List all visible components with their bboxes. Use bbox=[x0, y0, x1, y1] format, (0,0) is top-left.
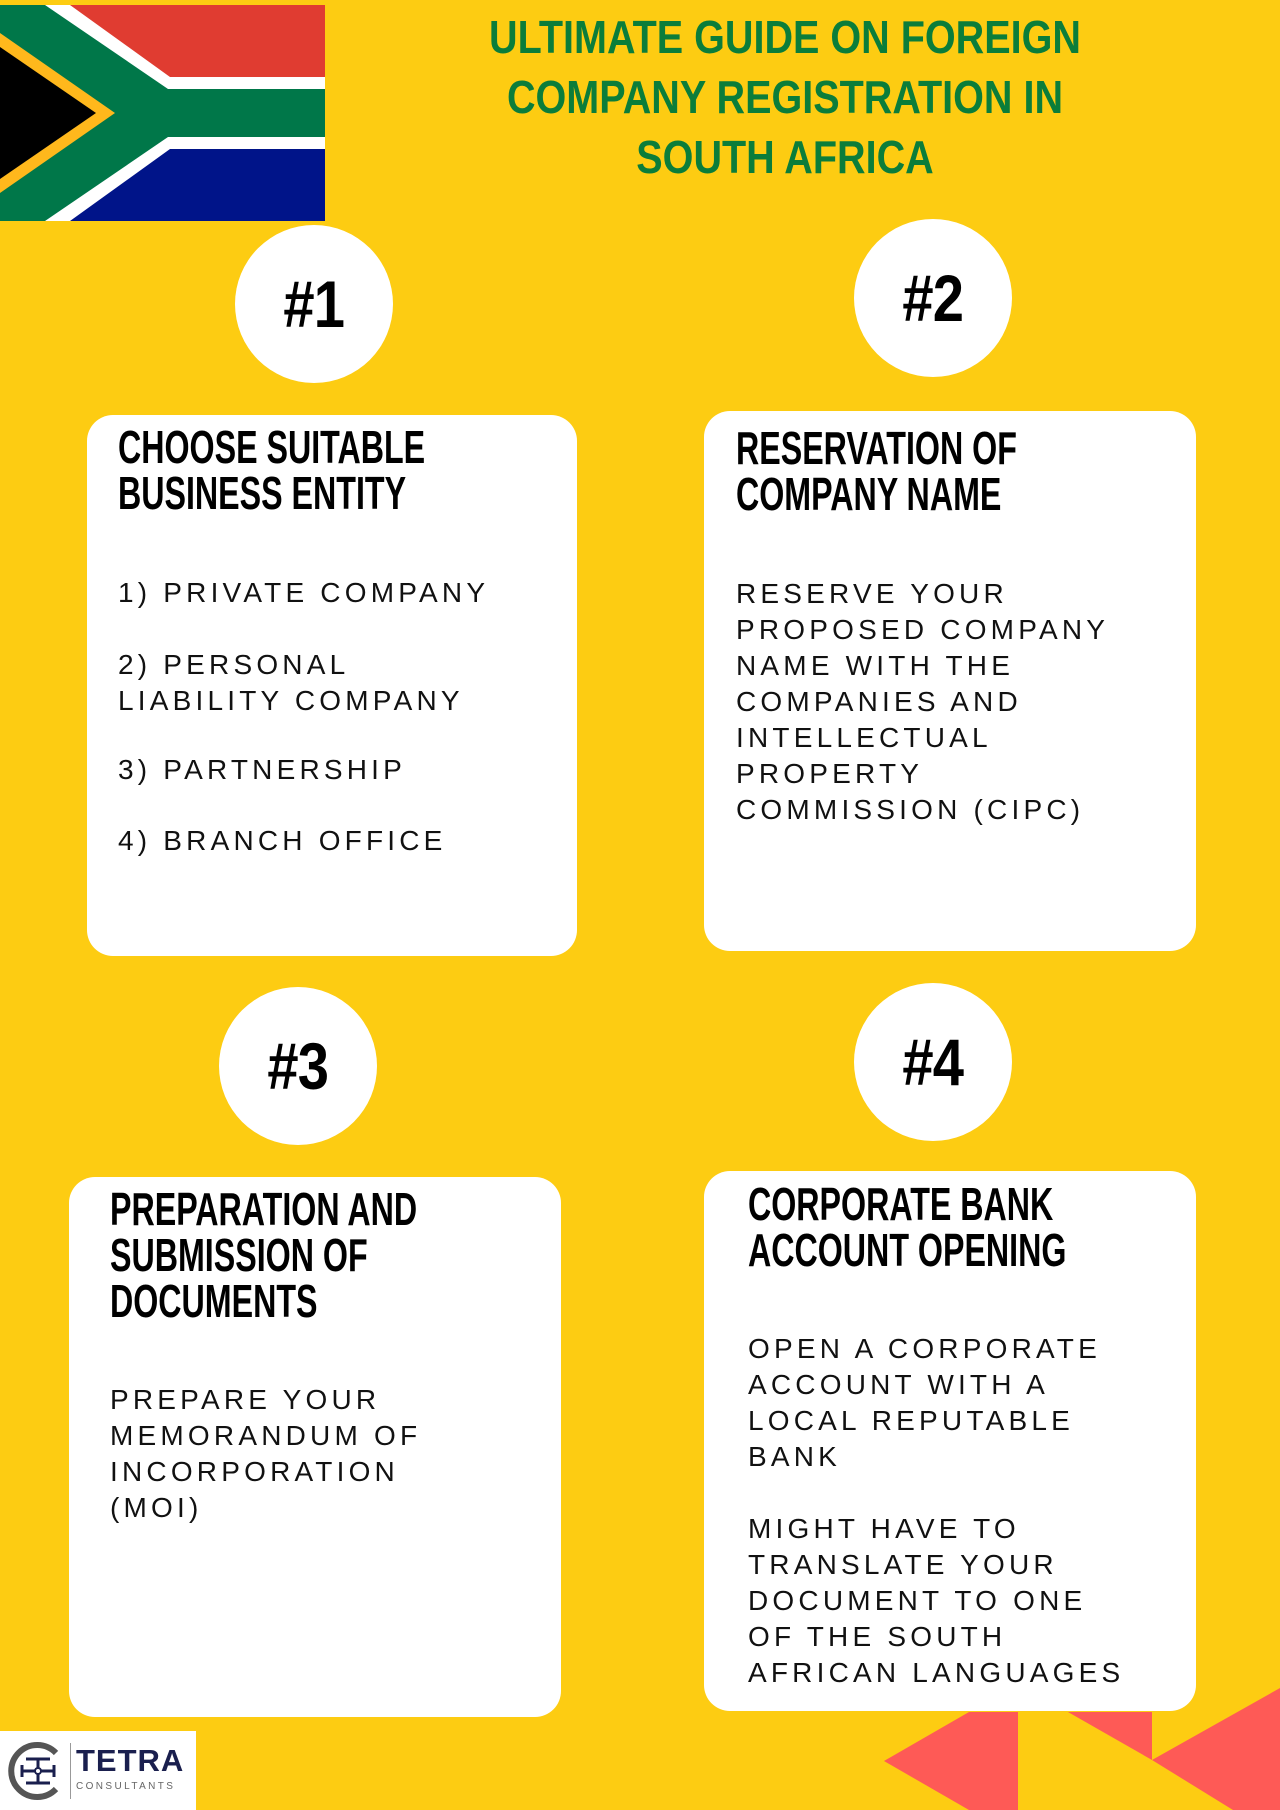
tetra-consultants-logo bbox=[0, 1731, 196, 1810]
title-line: ULTIMATE GUIDE ON FOREIGN bbox=[489, 11, 1081, 63]
step-heading: CORPORATE BANK ACCOUNT OPENING bbox=[748, 1178, 1067, 1276]
triangle-shape bbox=[1152, 1688, 1280, 1810]
step-number: #2 bbox=[902, 261, 964, 335]
step-number: #4 bbox=[902, 1025, 964, 1099]
triangle-shape bbox=[1068, 1712, 1152, 1760]
triangle-shape bbox=[884, 1712, 1018, 1810]
step-heading: PREPARATION AND SUBMISSION OF DOCUMENTS bbox=[110, 1183, 418, 1327]
step-description: RESERVE YOUR PROPOSED COMPANY NAME WITH THE COMPANIES AND INTELLECTUAL PROPERTY COMMISSION (CIPC) bbox=[736, 578, 1110, 825]
entity-option: 1) PRIVATE COMPANY bbox=[118, 577, 490, 608]
step-description: OPEN A CORPORATE ACCOUNT WITH A LOCAL REPUTABLE BANK bbox=[748, 1333, 1101, 1472]
step-heading: CHOOSE SUITABLE BUSINESS ENTITY bbox=[118, 421, 426, 519]
step-description: PREPARE YOUR MEMORANDUM OF INCORPORATION (MOI) bbox=[110, 1384, 422, 1523]
logo-tagline: CONSULTANTS bbox=[76, 1781, 176, 1792]
title-line: SOUTH AFRICA bbox=[636, 131, 934, 183]
entity-option: 2) PERSONAL LIABILITY COMPANY bbox=[118, 649, 464, 716]
tetra-logo-icon bbox=[8, 1741, 68, 1801]
entity-option: 4) BRANCH OFFICE bbox=[118, 825, 447, 856]
step-note: MIGHT HAVE TO TRANSLATE YOUR DOCUMENT TO ONE OF THE SOUTH AFRICAN LANGUAGES bbox=[748, 1513, 1125, 1688]
logo-name: TETRA bbox=[76, 1743, 185, 1778]
step-number: #3 bbox=[267, 1029, 329, 1103]
step-number: #1 bbox=[283, 267, 345, 341]
entity-option: 3) PARTNERSHIP bbox=[118, 754, 407, 785]
title-line: COMPANY REGISTRATION IN bbox=[506, 71, 1064, 123]
step-heading: RESERVATION OF COMPANY NAME bbox=[736, 422, 1017, 520]
